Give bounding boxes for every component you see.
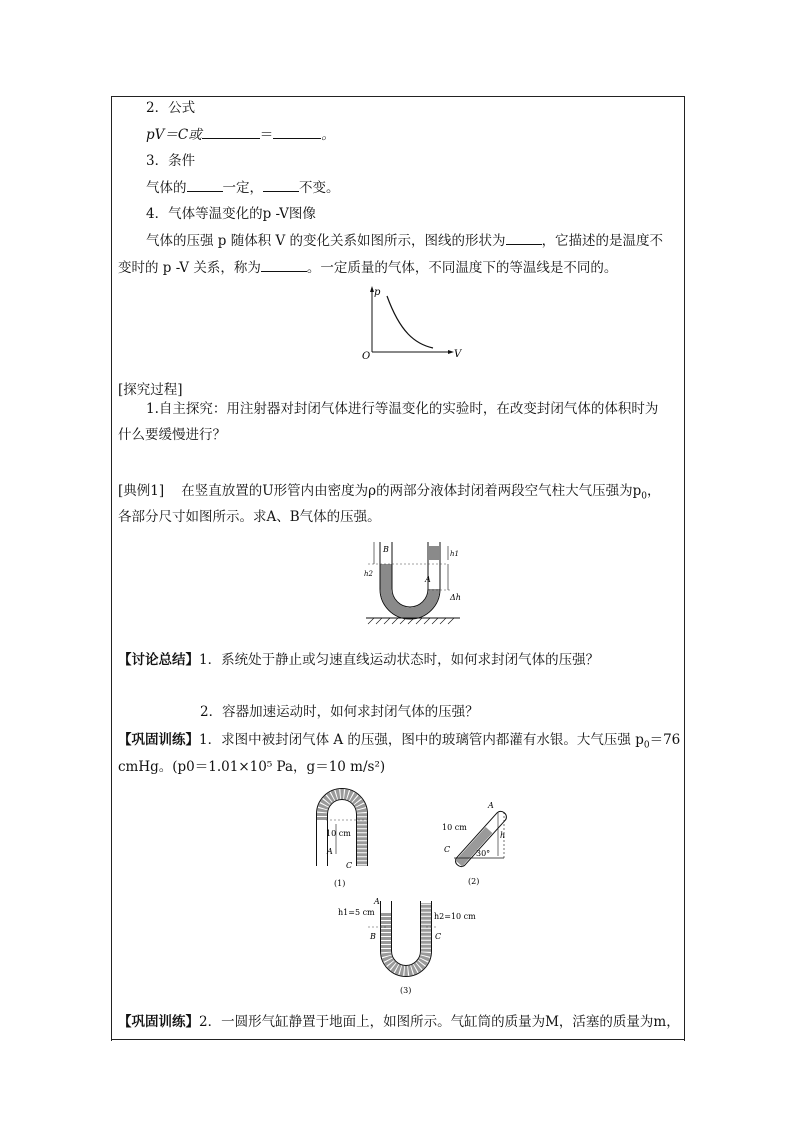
figure-3 [338, 893, 488, 997]
pv-para-line-2 [118, 257, 617, 278]
fig3-c: C [435, 932, 442, 941]
example-tag: [典例1] [118, 483, 165, 499]
condition-blank-1[interactable] [187, 177, 223, 192]
condition-p2: 一定， [222, 180, 263, 196]
fig3-h1: h1=5 cm [338, 908, 375, 917]
pv-graph-heading: 4．气体等温变化的p -V图像 [146, 206, 316, 222]
explore-q1-line2: 什么要缓慢进行？ [118, 427, 226, 443]
fig3-caption: (3) [400, 986, 412, 995]
formula-prefix: pV＝C或 [146, 127, 202, 143]
train2-text: 2．一圆形气缸静置于地面上，如图所示。气缸筒的质量为M，活塞的质量为m， [199, 1014, 680, 1030]
example-text1: 在竖直放置的U形管内由密度为ρ的两部分液体封闭着两段空气柱大气压强为p [181, 483, 642, 499]
formula-eq: ＝ [259, 127, 274, 143]
fig1-c: C [346, 861, 353, 870]
pv-para-a2: ，它描述的是温度不 [541, 233, 664, 249]
label-a: A [425, 575, 431, 584]
pv-graph [360, 284, 470, 364]
pv-para-line-1 [146, 230, 663, 251]
fig3-h2: h2=10 cm [434, 912, 476, 921]
condition-blank-2[interactable] [263, 177, 299, 192]
fig2-a: A [488, 801, 494, 810]
fig2-caption: (2) [468, 877, 480, 886]
example-end: ， [647, 483, 661, 499]
train1-tag: 【巩固训练】 [118, 732, 199, 748]
p-axis-label: p [374, 287, 381, 298]
train1-end: ＝76 [649, 732, 681, 748]
fig2-len: 10 cm [442, 823, 467, 832]
fig1-caption: (1) [334, 879, 346, 888]
train2-tag: 【巩固训练】 [118, 1014, 199, 1030]
isotherm-blank[interactable] [261, 257, 307, 272]
figure-1 [312, 788, 382, 888]
example-line1 [118, 481, 661, 507]
liquid-top-right [429, 546, 439, 560]
shape-blank[interactable] [506, 230, 542, 245]
discuss-line1 [118, 650, 599, 670]
fig1-len: 10 cm [326, 829, 351, 838]
formula-line [146, 124, 335, 145]
fig2-angle: 30° [476, 849, 491, 858]
origin-label: O [362, 351, 371, 362]
train2-line [118, 1012, 680, 1032]
liquid-bottom [386, 564, 434, 613]
label-h1: h1 [450, 550, 459, 558]
fig1-a: A [327, 847, 333, 856]
fig2-h: h [500, 831, 506, 840]
pv-para-b2: 。一定质量的气体，不同温度下的等温线是不同的。 [306, 260, 618, 276]
condition-p3: 不变。 [299, 180, 340, 196]
table-frame-bottom [111, 1039, 685, 1040]
u-tube-figure [364, 534, 464, 626]
train1-text1: 1．求图中被封闭气体 A 的压强，图中的玻璃管内都灌有水银。大气压强 p [199, 732, 644, 748]
discuss-q2: 2．容器加速运动时，如何求封闭气体的压强？ [200, 704, 479, 720]
formula-blank-2[interactable] [273, 124, 321, 139]
label-h2: h2 [364, 570, 373, 578]
fig2-c: C [444, 845, 451, 854]
formula-heading: 2．公式 [146, 100, 196, 116]
pv-para-b1: 变时的 p -V 关系，称为 [118, 260, 261, 276]
train1-line2: cmHg。(p0＝1.01×10⁵ Pa，g＝10 m/s²) [118, 759, 386, 775]
fig3-a: A [374, 897, 380, 906]
condition-p1: 气体的 [146, 180, 187, 196]
fig2-mercury [456, 827, 493, 866]
train1-sub: 0 [643, 740, 650, 751]
condition-heading: 3．条件 [146, 153, 196, 169]
discuss-tag: 【讨论总结】 [118, 652, 199, 668]
label-dh: Δh [450, 593, 461, 602]
discuss-q1: 1．系统处于静止或匀速直线运动状态时，如何求封闭气体的压强？ [199, 652, 600, 668]
train1-line1 [118, 730, 680, 756]
pv-para-a1: 气体的压强 p 随体积 V 的变化关系如图所示，图线的形状为 [146, 233, 506, 249]
label-b: B [383, 545, 389, 554]
example-line2: 各部分尺寸如图所示。求A、B气体的压强。 [118, 509, 381, 525]
fig3-b: B [370, 932, 376, 941]
figure-2 [438, 798, 528, 888]
formula-blank-1[interactable] [202, 124, 260, 139]
condition-line [146, 177, 340, 198]
explore-heading: [探究过程] [118, 382, 183, 398]
formula-end: 。 [321, 127, 335, 143]
example-sub: 0 [641, 491, 647, 502]
v-axis-label: V [454, 349, 462, 360]
isotherm-curve [387, 296, 433, 348]
explore-q1-line1: 1.自主探究：用注射器对封闭气体进行等温变化的实验时，在改变封闭气体的体积时为 [146, 401, 659, 417]
